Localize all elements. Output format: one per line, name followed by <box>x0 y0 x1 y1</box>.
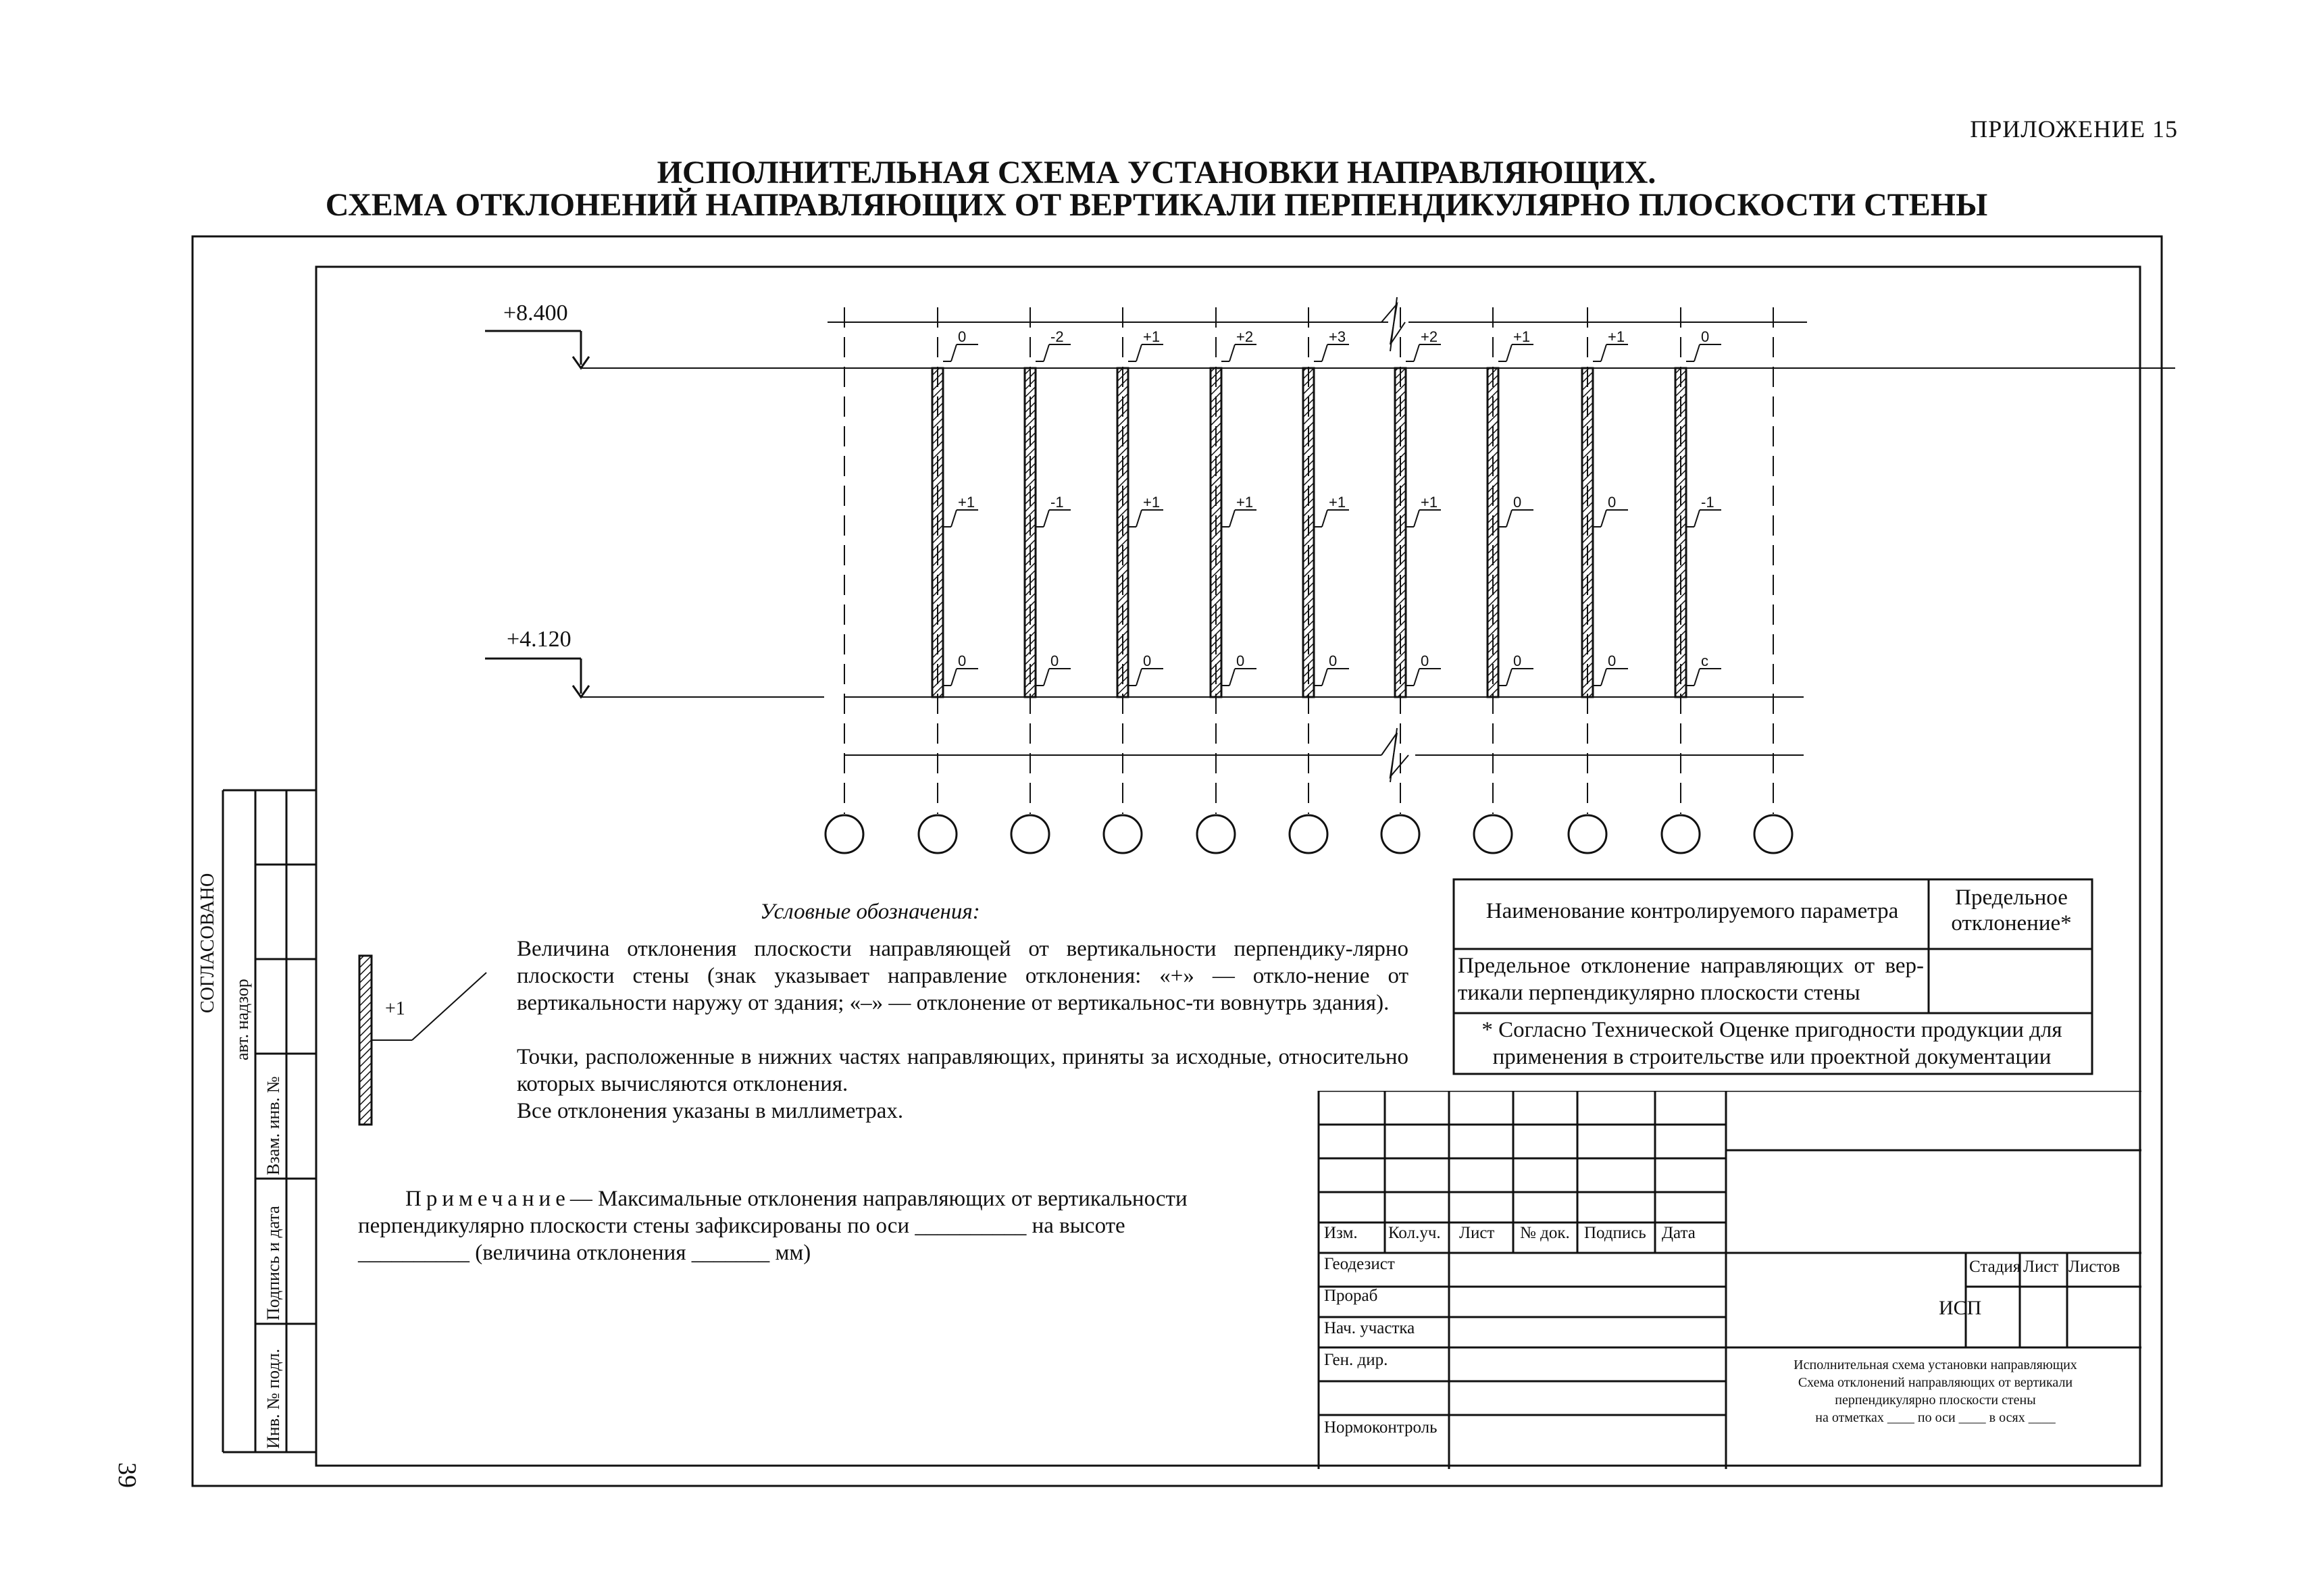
deviation-mid-label: +1 <box>1329 494 1346 511</box>
axis-bubble <box>919 815 957 853</box>
param-footnote: * Согласно Технической Оценке пригодности продукции для применения в строительстве или проектной документации <box>1481 1018 2062 1069</box>
guide <box>1582 328 1628 697</box>
guide-profile <box>1582 368 1593 697</box>
stage-header: Стадия <box>1969 1258 2021 1276</box>
guide-profile <box>1211 368 1221 697</box>
guide-profile <box>1675 368 1686 697</box>
param-col2-header: Предельное отклонение* <box>1951 885 2072 935</box>
deviation-top-label: +1 <box>1143 328 1161 345</box>
guide-profile <box>1025 368 1036 697</box>
left-stamp-label: Инв. № подл. <box>263 1348 283 1449</box>
stage-value: ИСП <box>1939 1297 1982 1319</box>
legend-symbol <box>351 952 500 1135</box>
legend-symbol-label: +1 <box>385 998 405 1019</box>
stamp-header-cell: Изм. <box>1324 1224 1358 1242</box>
deviation-bottom-label: 0 <box>1236 652 1245 669</box>
axis-bubble <box>1474 815 1512 853</box>
title-line-2: СХЕМА ОТКЛОНЕНИЙ НАПРАВЛЯЮЩИХ ОТ ВЕРТИКАЛИ ПЕРПЕНДИКУЛЯРНО ПЛОСКОСТИ СТЕНЫ <box>325 187 1988 223</box>
deviation-mid-label: -1 <box>1701 494 1714 511</box>
stamp-header-cell: № док. <box>1520 1224 1570 1242</box>
appendix-label: ПРИЛОЖЕНИЕ 15 <box>1970 115 2178 143</box>
stamp-role: Ген. дир. <box>1324 1351 1388 1369</box>
guide-profile <box>1117 368 1128 697</box>
stamp-header-cell: Дата <box>1662 1224 1696 1242</box>
deviation-mid-label: +1 <box>1421 494 1438 511</box>
axis-bubble <box>825 815 863 853</box>
left-stamp-label: Взам. инв. № <box>263 1076 283 1175</box>
note-lead: Примечание <box>405 1187 570 1211</box>
deviation-top-label: +1 <box>1608 328 1625 345</box>
doc-title-line: Схема отклонений направляющих от вертикали <box>1798 1375 2073 1390</box>
stage-header: Лист <box>2023 1258 2059 1276</box>
deviation-mid-label: +1 <box>1236 494 1254 511</box>
legend-para-2: Точки, расположенные в нижних частях направляющих, приняты за исходные, относительно которых вычисляются отклонения. <box>517 1045 1408 1096</box>
guide <box>1395 328 1441 697</box>
title-line-1: ИСПОЛНИТЕЛЬНАЯ СХЕМА УСТАНОВКИ НАПРАВЛЯЮЩИХ. <box>657 155 1656 190</box>
doc-title-line: на отметках ____ по оси ____ в осях ____ <box>1815 1410 2056 1425</box>
guide-profile <box>932 368 943 697</box>
deviation-mid-label: 0 <box>1608 494 1617 511</box>
deviation-top-label: 0 <box>958 328 967 345</box>
deviation-mid-label: 0 <box>1513 494 1522 511</box>
deviation-mid-label: -1 <box>1050 494 1064 511</box>
note-line-1 <box>405 1185 1188 1212</box>
deviation-top-label: +2 <box>1421 328 1438 345</box>
legend-para-1: Величина отклонения плоскости направляющей от вертикальности перпендику-лярно плоскости стены (знак указывает направление отклонения: «+» — откло-нение от вертикальности наружу от здания; «–» — отклонение от вертикальнос-ти вовнутрь здания). <box>517 937 1408 1015</box>
stamp-role: Геодезист <box>1324 1255 1395 1273</box>
left-stamp-label: авт. надзор <box>232 979 252 1060</box>
deviation-top-label: +3 <box>1329 328 1346 345</box>
deviation-top-label: +2 <box>1236 328 1254 345</box>
axis-bubble <box>1569 815 1606 853</box>
page-number: 39 <box>113 1462 141 1488</box>
guide <box>1675 328 1721 697</box>
stamp-header-cell: Лист <box>1459 1224 1495 1242</box>
stamp-header-cell: Кол.уч. <box>1388 1224 1441 1242</box>
axis-column <box>1754 307 1792 853</box>
param-row1: Предельное отклонение направляющих от вер-тикали перпендикулярно плоскости стены <box>1458 954 1924 1005</box>
deviation-top-label: -2 <box>1050 328 1064 345</box>
level-top-label: +8.400 <box>503 301 568 326</box>
axis-bubble <box>1381 815 1419 853</box>
stamp-role: Нач. участка <box>1324 1319 1415 1337</box>
axis-column <box>825 307 863 853</box>
guide-profile <box>1488 368 1498 697</box>
deviation-top-label: +1 <box>1513 328 1531 345</box>
stamp-role: Нормоконтроль <box>1324 1418 1438 1437</box>
guide <box>932 328 978 697</box>
guide-profile <box>1395 368 1406 697</box>
deviation-bottom-label: 0 <box>958 652 967 669</box>
guide <box>1025 328 1071 697</box>
guide <box>1488 328 1533 697</box>
note-line-2: перпендикулярно плоскости стены зафиксированы по оси __________ на высоте <box>358 1214 1125 1238</box>
param-col1-header: Наименование контролируемого параметра <box>1485 899 1899 923</box>
deviation-bottom-label: 0 <box>1513 652 1522 669</box>
axis-bubble <box>1662 815 1700 853</box>
axis-bubble <box>1197 815 1235 853</box>
guide <box>1117 328 1163 697</box>
deviation-mid-label: +1 <box>1143 494 1161 511</box>
deviation-bottom-label: 0 <box>1050 652 1059 669</box>
deviation-top-label: 0 <box>1701 328 1710 345</box>
axis-bubble <box>1754 815 1792 853</box>
guide <box>1303 328 1349 697</box>
legend-para-3: Все отклонения указаны в миллиметрах. <box>517 1099 904 1123</box>
guide-profile <box>1303 368 1314 697</box>
deviation-bottom-label: 0 <box>1143 652 1152 669</box>
axis-bubble <box>1290 815 1327 853</box>
deviation-bottom-label: c <box>1701 652 1708 669</box>
axis-bubble <box>1011 815 1049 853</box>
legend-heading: Условные обозначения: <box>760 900 980 924</box>
deviation-mid-label: +1 <box>958 494 975 511</box>
left-stamp-label: СОГЛАСОВАНО <box>197 873 218 1013</box>
axis-bubble <box>1104 815 1142 853</box>
note-text-1: — Максимальные отклонения направляющих от вертикальности <box>569 1187 1188 1211</box>
note-line-3: __________ (величина отклонения _______ мм) <box>358 1241 811 1265</box>
doc-title-line: перпендикулярно плоскости стены <box>1835 1393 2036 1408</box>
deviation-bottom-label: 0 <box>1608 652 1617 669</box>
stamp-header-cell: Подпись <box>1584 1224 1646 1242</box>
left-stamp-label: Подпись и дата <box>263 1206 283 1320</box>
deviation-bottom-label: 0 <box>1329 652 1338 669</box>
stage-header: Листов <box>2068 1258 2120 1276</box>
deviation-bottom-label: 0 <box>1421 652 1429 669</box>
stamp-role: Прораб <box>1324 1287 1378 1305</box>
doc-title-line: Исполнительная схема установки направляющих <box>1794 1358 2077 1372</box>
guide <box>1211 328 1256 697</box>
level-bottom-label: +4.120 <box>507 627 571 652</box>
guides <box>932 328 1721 697</box>
